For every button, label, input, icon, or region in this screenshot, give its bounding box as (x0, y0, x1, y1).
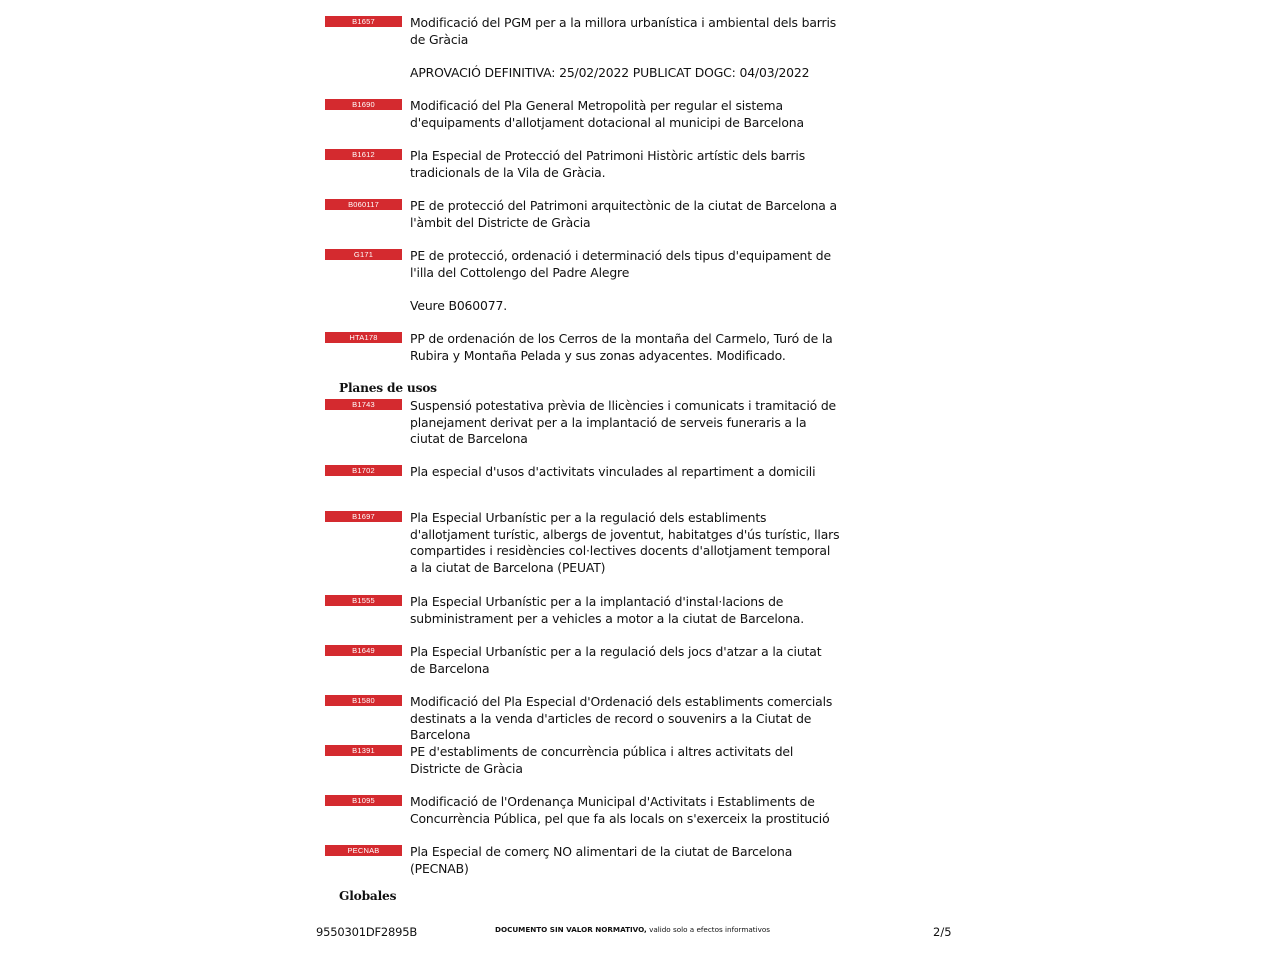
plan-description: Modificació del PGM per a la millora urbanística i ambiental dels barris de Gràcia (410, 15, 837, 47)
plan-code-badge: B1612 (325, 149, 402, 160)
plan-code-badge: B1743 (325, 399, 402, 410)
section-heading-usos: Planes de usos (339, 381, 437, 395)
plan-description: Modificació de l'Ordenança Municipal d'Activitats i Establiments de Concurrència Pública, pel que fa als locals on s'exerceix la prostitució (410, 794, 830, 826)
plan-code-badge: B1095 (325, 795, 402, 806)
see-also-note: Veure B060077. (410, 298, 508, 313)
approval-note: APROVACIÓ DEFINITIVA: 25/02/2022 PUBLICAT DOGC: 04/03/2022 (410, 65, 810, 80)
plan-description: Pla Especial Urbanístic per a la regulació dels establiments d'allotjament turístic, albergs de joventut, habitatges d'ús turístic, llars compartides i residències col·lectives docents d'allotjament temporal a la ciutat de Barcelona (PEUAT) (410, 510, 840, 576)
plan-code-badge: G171 (325, 249, 402, 260)
plan-code-badge: HTA178 (325, 332, 402, 343)
plan-description: Pla Especial Urbanístic per a la regulació dels jocs d'atzar a la ciutat de Barcelona (410, 644, 822, 676)
plan-description: PE d'establiments de concurrència pública i altres activitats del Districte de Gràcia (410, 744, 794, 776)
document-code: 9550301DF2895B (316, 925, 418, 939)
plan-code-badge: B1391 (325, 745, 402, 756)
disclaimer (495, 925, 770, 934)
section-heading-globales: Globales (339, 889, 397, 903)
plan-code-badge: B1657 (325, 16, 402, 27)
plan-code-badge: B1702 (325, 465, 402, 476)
plan-description: Pla Especial Urbanístic per a la implantació d'instal·lacions de subministrament per a vehicles a motor a la ciutat de Barcelona. (410, 594, 805, 626)
plan-description: Suspensió potestativa prèvia de llicències i comunicats i tramitació de planejament derivat per a la implantació de serveis funeraris a la ciutat de Barcelona (410, 398, 837, 447)
plan-code-badge: B060117 (325, 199, 402, 210)
plan-description: Modificació del Pla Especial d'Ordenació dels establiments comercials destinats a la venda d'articles de record o souvenirs a la Ciutat de Barcelona (410, 694, 833, 743)
plan-description: Pla Especial de comerç NO alimentari de la ciutat de Barcelona (PECNAB) (410, 844, 793, 876)
page-number: 2/5 (933, 925, 952, 939)
plan-code-badge: B1649 (325, 645, 402, 656)
plan-code-badge: B1580 (325, 695, 402, 706)
plan-description: Modificació del Pla General Metropolità per regular el sistema d'equipaments d'allotjament dotacional al municipi de Barcelona (410, 98, 804, 130)
disclaimer-bold: DOCUMENTO SIN VALOR NORMATIVO, (495, 925, 647, 934)
plan-description: PP de ordenación de los Cerros de la montaña del Carmelo, Turó de la Rubira y Montaña Pelada y sus zonas adyacentes. Modificado. (410, 331, 833, 363)
plan-code-badge: B1555 (325, 595, 402, 606)
plan-code-badge: B1690 (325, 99, 402, 110)
plan-description: Pla Especial de Protecció del Patrimoni Històric artístic dels barris tradicionals de la Vila de Gràcia. (410, 148, 805, 180)
plan-code-badge: B1697 (325, 511, 402, 522)
plan-description: Pla especial d'usos d'activitats vinculades al repartiment a domicili (410, 464, 816, 479)
disclaimer-rest: valido solo a efectos informativos (646, 925, 770, 934)
plan-code-badge: PECNAB (325, 845, 402, 856)
plan-description: PE de protecció, ordenació i determinació dels tipus d'equipament de l'illa del Cottolengo del Padre Alegre (410, 248, 831, 280)
plan-description: PE de protecció del Patrimoni arquitectònic de la ciutat de Barcelona a l'àmbit del Districte de Gràcia (410, 198, 837, 230)
